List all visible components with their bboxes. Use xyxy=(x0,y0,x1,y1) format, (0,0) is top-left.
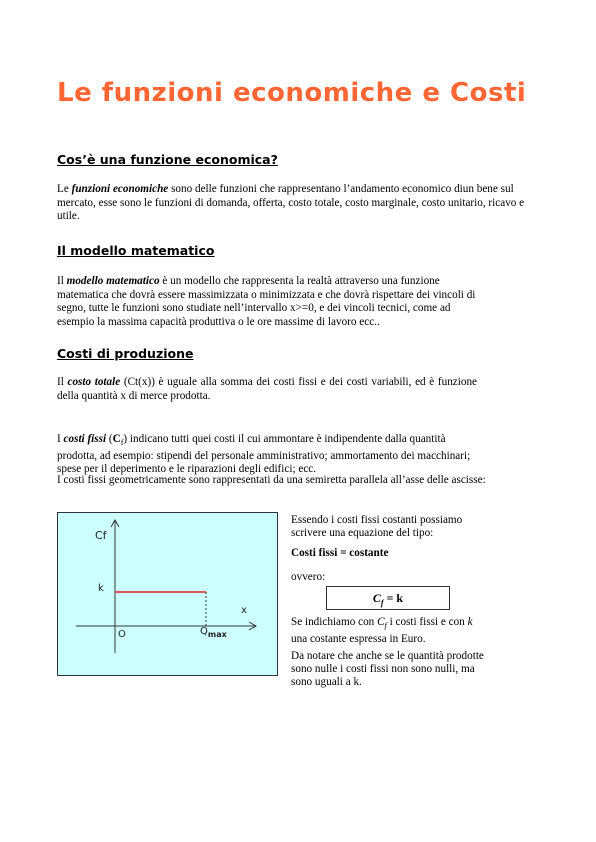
side-intro: Essendo i costi fissi costanti possiamo scrivere una equazione del tipo: xyxy=(291,514,463,539)
y-axis-label: Cf xyxy=(95,529,107,542)
section-heading-modello-matematico: Il modello matematico xyxy=(57,243,215,258)
paragraph-modello-matematico: Il modello matematico è un modello che rappresenta la realtà attraverso una funzione matematica che dovrà essere massimizzata o minimizzata e che dovrà rispettare dei vincoli di segno, tutte le funzioni sono studiate nell’intervallo x>=0, e dei vincoli tecnici, come ad esempio la massima capacità produttiva o le ore massime di lavoro ecc.. xyxy=(57,275,476,328)
side-equation: Costi fissi = costante xyxy=(291,547,389,559)
paragraph-costi-fissi: I costi fissi $(C_f)$ indicano tutti quei costi il cui ammontare è indipendente dalla quantità prodotta, ad esempio: stipendi del personale amministrativo; ammortamento dei macchinari; spese per il deperimento e le riparazioni degli edifici; ecc. xyxy=(57,433,471,476)
paragraph-costo-totale: Il costo totale (Ct(x)) è uguale alla somma dei costi fissi e dei costi variabili, ed è funzione della quantità x di merce prodotta. xyxy=(57,376,478,402)
paragraph-funzioni-economiche: Le funzioni economiche sono delle funzioni che rappresentano l’andamento economico diun bene sul mercato, esse sono le funzioni di domanda, offerta, costo totale, costo marginale, costo unitario, ricavo e utile. xyxy=(57,183,525,223)
formula-box: $C_f = k$ xyxy=(326,586,450,610)
qmax-label: $Q_{max}$ xyxy=(200,626,227,639)
origin-label: O xyxy=(118,629,126,640)
x-axis-label: x xyxy=(241,605,247,616)
k-label: k xyxy=(98,583,104,594)
side-definition: Se indichiamo con $C_f$ i costi fissi e con k una costante espressa in Euro. xyxy=(291,616,473,646)
section-heading-funzione-economica: Cos’è una funzione economica? xyxy=(57,152,278,167)
side-ovvero: ovvero: xyxy=(291,571,326,583)
section-heading-costi-produzione: Costi di produzione xyxy=(57,346,194,361)
page-title: Le funzioni economiche e Costi xyxy=(57,78,527,108)
fixed-cost-graph-svg xyxy=(58,513,277,675)
side-note: Da notare che anche se le quantità prodotte sono nulle i costi fissi non sono nulli, ma sono uguali a k. xyxy=(291,650,484,688)
paragraph-costi-fissi-geometria: I costi fissi geometricamente sono rappresentati da una semiretta parallela all’asse delle ascisse: xyxy=(57,474,486,486)
fixed-cost-graph xyxy=(57,512,278,676)
